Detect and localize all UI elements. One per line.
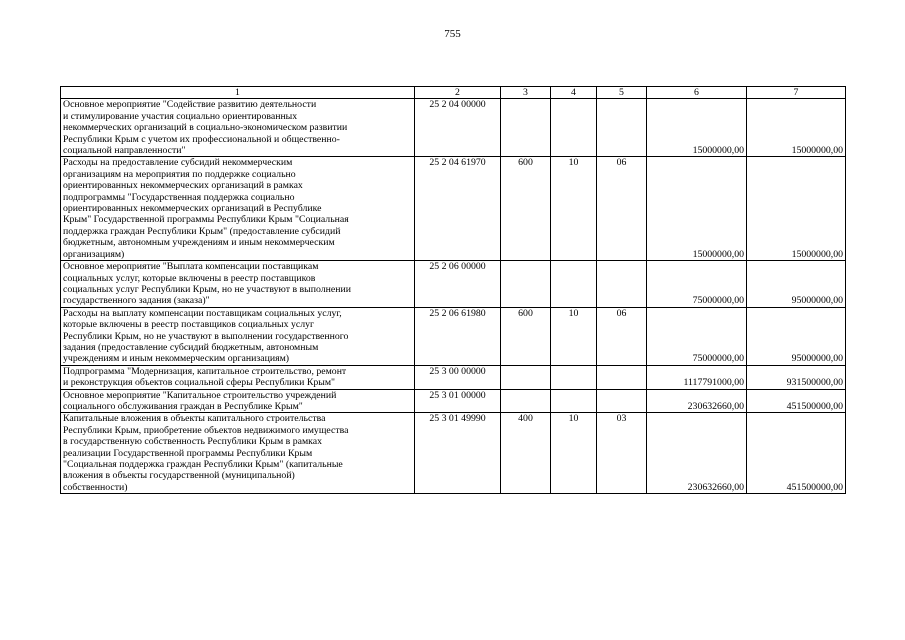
amount-year-1-cell: 75000000,00: [647, 261, 747, 308]
table-row: [61, 261, 846, 308]
row-name-line: государственного задания (заказа)": [63, 295, 210, 307]
row-name-cell: [61, 389, 415, 413]
classification-code-cell: 25 3 00 00000: [415, 365, 501, 389]
amount-year-1-cell: 230632660,00: [647, 413, 747, 494]
column-header: 6: [647, 87, 747, 99]
row-name-line: задания (предоставление субсидий бюджетным, автономным: [63, 341, 319, 353]
column-header: 4: [551, 87, 597, 99]
amount-year-2-cell: 931500000,00: [747, 365, 846, 389]
classification-code-cell: 25 3 01 49990: [415, 413, 501, 494]
amount-year-1-cell: 15000000,00: [647, 157, 747, 261]
row-name-line: и реконструкция объектов социальной сферы Республики Крым": [63, 377, 336, 389]
section-cell: 10: [551, 157, 597, 261]
table-row: [61, 99, 846, 157]
row-name-line: Подпрограмма "Модернизация, капитальное строительство, ремонт: [63, 365, 347, 377]
row-name-line: Республики Крым с учетом их профессиональной и общественно-: [63, 133, 340, 145]
row-name-cell: [61, 413, 415, 494]
row-name-line: организациям): [63, 248, 125, 260]
column-header: 7: [747, 87, 846, 99]
row-name-line: собственности): [63, 481, 128, 493]
subsection-cell: [597, 261, 647, 308]
section-cell: 10: [551, 413, 597, 494]
amount-year-1-cell: 1117791000,00: [647, 365, 747, 389]
row-name-line: Капитальные вложения в объекты капитального строительства: [63, 413, 326, 425]
subsection-cell: [597, 365, 647, 389]
table-row: [61, 389, 846, 413]
row-name-line: Расходы на выплату компенсации поставщикам социальных услуг,: [63, 307, 342, 319]
page-number: 755: [444, 28, 461, 40]
table-row: [61, 365, 846, 389]
row-name-line: в государственную собственность Республики Крым в рамках: [63, 436, 323, 448]
table-row: [61, 413, 846, 494]
amount-year-2-cell: 15000000,00: [747, 99, 846, 157]
row-name-line: ориентированных некоммерческих организаций в Республике: [63, 203, 322, 215]
budget-table: [60, 86, 846, 494]
row-name-line: которые включены в реестр поставщиков социальных услуг: [63, 319, 315, 331]
row-name-line: ориентированных некоммерческих организаций в рамках: [63, 180, 303, 192]
amount-year-1-cell: 230632660,00: [647, 389, 747, 413]
row-name-line: Крым" Государственной программы Республики Крым "Социальная: [63, 214, 349, 226]
classification-code-cell: 25 3 01 00000: [415, 389, 501, 413]
row-name-cell: [61, 365, 415, 389]
row-name-line: подпрограммы "Государственная поддержка социально: [63, 191, 295, 203]
amount-year-2-cell: 95000000,00: [747, 261, 846, 308]
section-cell: 10: [551, 307, 597, 365]
amount-year-2-cell: 451500000,00: [747, 389, 846, 413]
section-cell: [551, 99, 597, 157]
row-name-line: социальных услуг, которые включены в реестр поставщиков: [63, 272, 316, 284]
row-name-line: бюджетным, автономным учреждениям и иным некоммерческим: [63, 237, 335, 249]
row-name-line: некоммерческих организаций в социально-экономическом развитии: [63, 122, 348, 134]
amount-year-2-cell: 15000000,00: [747, 157, 846, 261]
row-name-line: Основное мероприятие "Капитальное строительство учреждений: [63, 389, 337, 401]
section-cell: [551, 261, 597, 308]
amount-year-2-cell: 451500000,00: [747, 413, 846, 494]
row-name-line: социальной направленности": [63, 145, 186, 157]
subsection-cell: [597, 389, 647, 413]
table-row: [61, 307, 846, 365]
section-cell: [551, 389, 597, 413]
section-cell: [551, 365, 597, 389]
row-name-line: социальных услуг Республики Крым, но не участвуют в выполнении: [63, 283, 351, 295]
row-name-line: Основное мероприятие "Выплата компенсации поставщикам: [63, 261, 319, 273]
expense-type-cell: [501, 261, 551, 308]
table-body: [61, 99, 846, 494]
column-header: 1: [61, 87, 415, 99]
row-name-line: социального обслуживания граждан в Республике Крым": [63, 400, 303, 412]
expense-type-cell: 600: [501, 157, 551, 261]
row-name-line: Основное мероприятие "Содействие развитию деятельности: [63, 99, 317, 111]
row-name-line: учреждениям и иным некоммерческим организациям): [63, 353, 290, 365]
column-number-row: [61, 87, 846, 99]
amount-year-1-cell: 75000000,00: [647, 307, 747, 365]
subsection-cell: 06: [597, 157, 647, 261]
classification-code-cell: 25 2 06 61980: [415, 307, 501, 365]
amount-year-2-cell: 95000000,00: [747, 307, 846, 365]
column-header: 5: [597, 87, 647, 99]
subsection-cell: 06: [597, 307, 647, 365]
subsection-cell: [597, 99, 647, 157]
row-name-line: Республики Крым, но не участвуют в выполнении государственного: [63, 330, 349, 342]
classification-code-cell: 25 2 04 61970: [415, 157, 501, 261]
classification-code-cell: 25 2 06 00000: [415, 261, 501, 308]
row-name-cell: [61, 307, 415, 365]
row-name-cell: [61, 157, 415, 261]
expense-type-cell: 400: [501, 413, 551, 494]
row-name-line: Расходы на предоставление субсидий некоммерческим: [63, 157, 293, 169]
row-name-line: "Социальная поддержка граждан Республики Крым" (капитальные: [63, 459, 343, 470]
row-name-line: реализации Государственной программы Республики Крым: [63, 447, 313, 459]
expense-type-cell: [501, 389, 551, 413]
row-name-line: вложения в объекты государственной (муниципальной): [63, 470, 295, 482]
row-name-line: поддержка граждан Республики Крым" (предоставление субсидий: [63, 225, 341, 237]
expense-type-cell: [501, 99, 551, 157]
expense-type-cell: 600: [501, 307, 551, 365]
row-name-line: Республики Крым, приобретение объектов недвижимого имущества: [63, 424, 349, 436]
expense-type-cell: [501, 365, 551, 389]
column-header: 2: [415, 87, 501, 99]
column-header: 3: [501, 87, 551, 99]
row-name-cell: [61, 99, 415, 157]
row-name-line: организациям на мероприятия по поддержке социально: [63, 168, 296, 180]
row-name-line: и стимулирование участия социально ориентированных: [63, 110, 298, 122]
subsection-cell: 03: [597, 413, 647, 494]
row-name-cell: [61, 261, 415, 308]
classification-code-cell: 25 2 04 00000: [415, 99, 501, 157]
amount-year-1-cell: 15000000,00: [647, 99, 747, 157]
table-row: [61, 157, 846, 261]
